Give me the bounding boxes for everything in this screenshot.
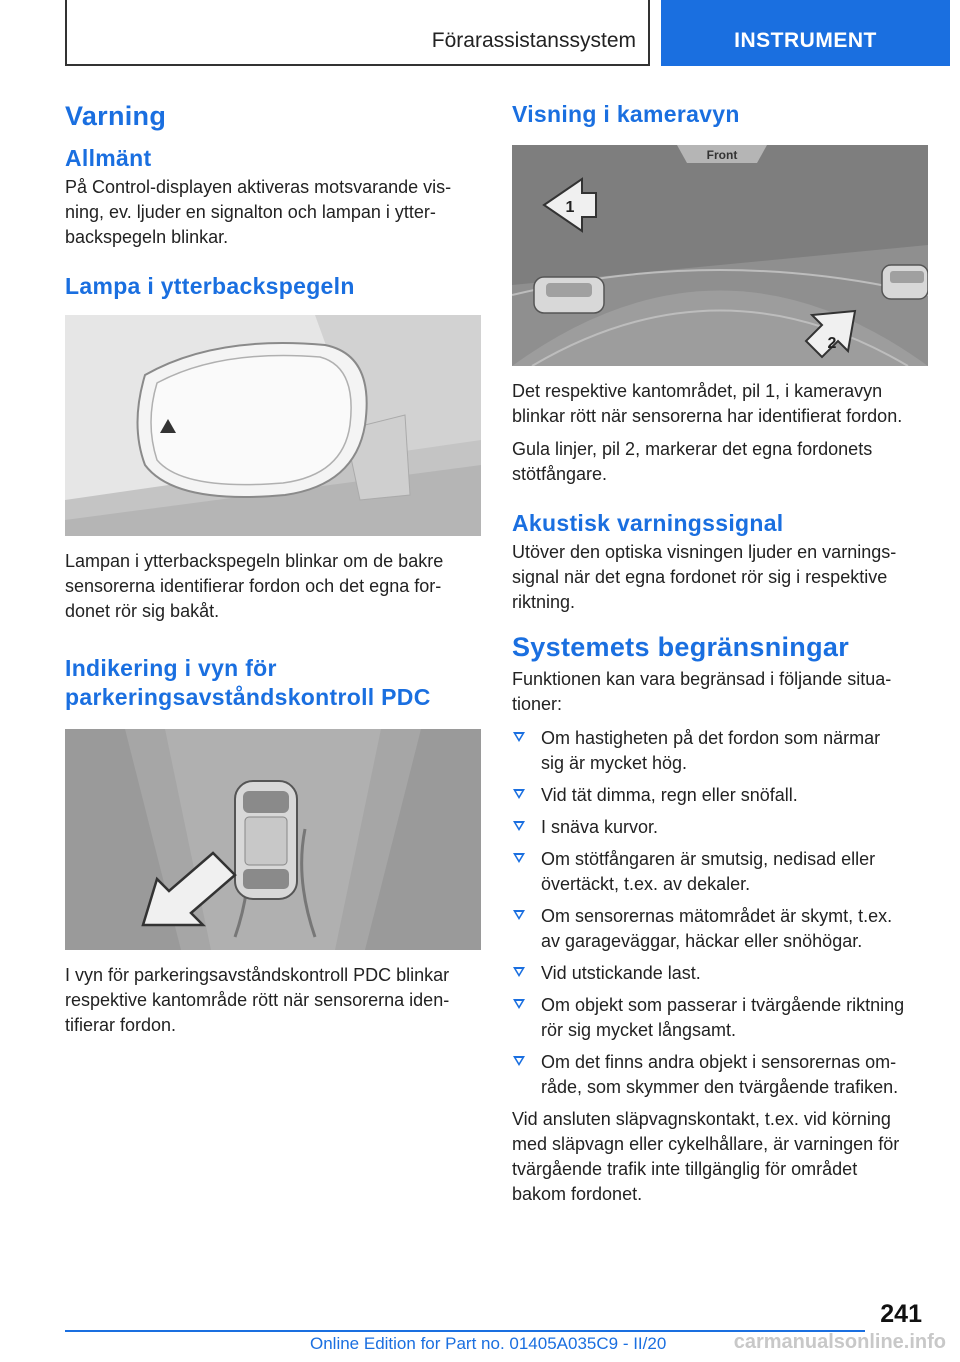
triangle-bullet-icon: [513, 732, 525, 742]
list-item: Vid tät dimma, regn eller snöfall.: [512, 783, 928, 808]
front-label: Front: [706, 147, 738, 162]
heading-mirror-lamp: Lampa i ytterbackspegeln: [65, 273, 355, 300]
list-item: Om det finns andra objekt i sensorernas om- råde, som skymmer den tvärgående trafiken.: [512, 1050, 928, 1100]
list-item: Om hastigheten på det fordon som närmar sig är mycket hög.: [512, 726, 928, 776]
triangle-bullet-icon: [513, 910, 525, 920]
svg-text:2: 2: [827, 334, 837, 352]
right-column: [512, 100, 928, 1207]
svg-text:1: 1: [565, 198, 575, 216]
page-number: 241: [880, 1300, 922, 1328]
paragraph-acoustic: Utöver den optiska visningen ljuder en varnings- signal när det egna fordonet rör sig i respektive riktning.: [512, 541, 897, 612]
list-item: Om stötfångaren är smutsig, nedisad eller övertäckt, t.ex. av dekaler.: [512, 847, 928, 897]
heading-acoustic-warning: Akustisk varningssignal: [512, 509, 784, 536]
paragraph-camera-1: Det respektive kantområdet, pil 1, i kameravyn blinkar rött när sensorerna har identifierat fordon.: [512, 380, 903, 426]
paragraph-general: På Control-displayen aktiveras motsvarande vis- ning, ev. ljuder en signalton och lampan i ytter- backspegeln blinkar.: [65, 177, 452, 248]
paragraph-limits-intro: Funktionen kan vara begränsad i följande situa- tioner:: [512, 668, 892, 714]
limits-list: [512, 726, 928, 1100]
heading-general: Allmänt: [65, 145, 152, 172]
left-car-icon: [534, 277, 604, 313]
heading-system-limits: Systemets begränsningar: [512, 631, 850, 662]
list-item: Om sensorernas mätområdet är skymt, t.ex. av garageväggar, häckar eller snöhögar.: [512, 904, 928, 954]
heading-warning: Varning: [65, 101, 167, 131]
right-car-icon: [882, 265, 928, 299]
triangle-bullet-icon: [513, 967, 525, 977]
triangle-bullet-icon: [513, 999, 525, 1009]
triangle-bullet-icon: [513, 853, 525, 863]
triangle-bullet-icon: [513, 1056, 525, 1066]
paragraph-camera-2: Gula linjer, pil 2, markerar det egna fordonets stötfångare.: [512, 438, 873, 484]
mirror-illustration: [65, 315, 481, 536]
paragraph-pdc-view: I vyn för parkeringsavståndskontroll PDC blinkar respektive kantområde rött när sensorerna iden- tifierar fordon.: [65, 965, 450, 1036]
camera-view-illustration: [512, 145, 928, 366]
list-item: Vid utstickande last.: [512, 961, 928, 986]
triangle-bullet-icon: [513, 821, 525, 831]
page-header: [65, 0, 950, 66]
list-item: Om objekt som passerar i tvärgående riktning rör sig mycket långsamt.: [512, 993, 928, 1043]
triangle-bullet-icon: [513, 789, 525, 799]
paragraph-trailer: Vid ansluten släpvagnskontakt, t.ex. vid körning med släpvagn eller cykelhållare, är varningen för tvärgående trafik inte tillgänglig för området bakom fordonet.: [512, 1108, 900, 1204]
watermark: carmanualsonline.info: [733, 1331, 946, 1353]
chapter-tab: [661, 0, 950, 66]
chapter-title: INSTRUMENT: [734, 29, 877, 52]
section-title: Förarassistanssystem: [431, 29, 636, 52]
footer-edition: Online Edition for Part no. 01405A035C9 - II/20: [310, 1334, 667, 1353]
paragraph-mirror-lamp: Lampan i ytterbackspegeln blinkar om de bakre sensorerna identifierar fordon och det egna for- donet rör sig bakåt.: [65, 550, 444, 621]
list-item: I snäva kurvor.: [512, 815, 928, 840]
section-tab: [65, 0, 650, 66]
left-column: [65, 100, 481, 1038]
pdc-view-illustration: [65, 729, 481, 950]
heading-camera-view: Visning i kameravyn: [512, 101, 740, 127]
heading-pdc-view: Indikering i vyn för parkeringsavståndskontroll PDC: [65, 654, 431, 710]
